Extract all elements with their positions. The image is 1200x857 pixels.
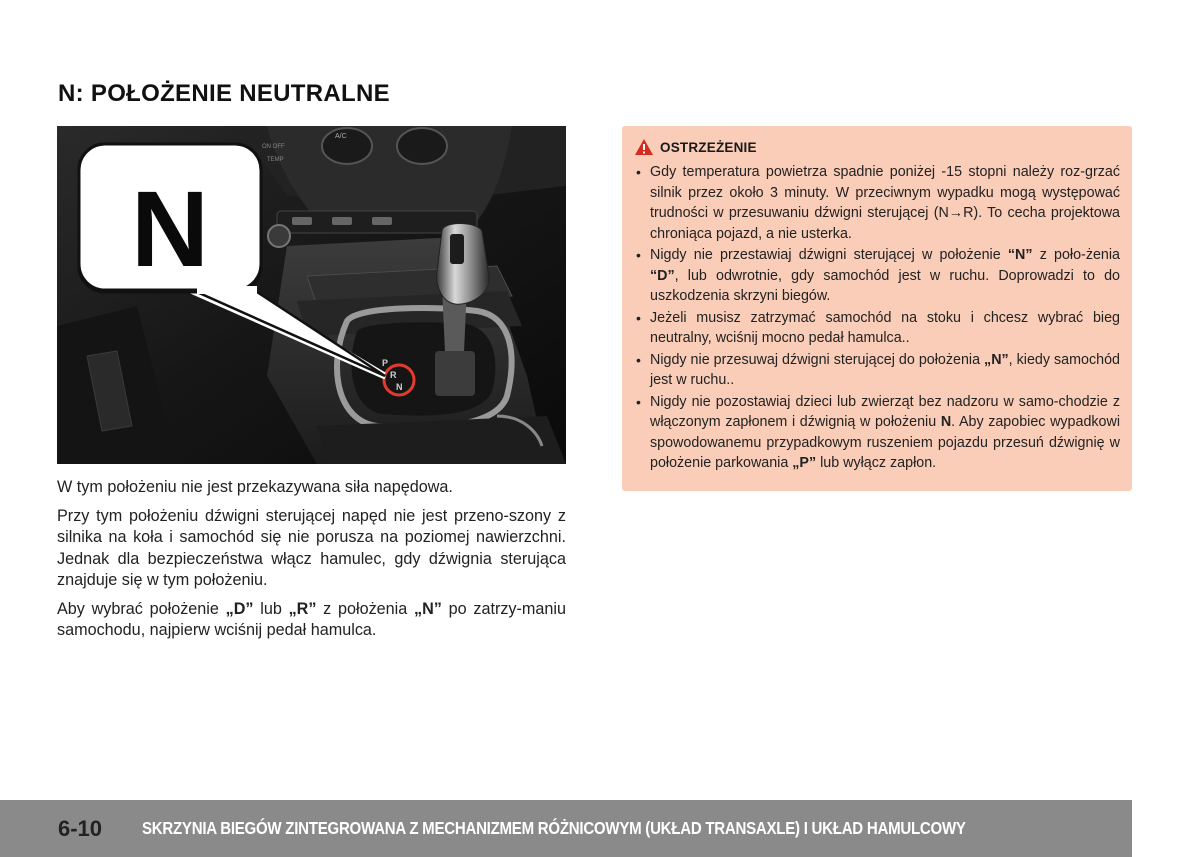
warning-header (634, 138, 1120, 156)
panel-label-ac: A/C (335, 133, 347, 140)
warning-box (622, 126, 1132, 491)
gear-shift-photo (57, 126, 566, 464)
gear-letter-r: R (390, 370, 397, 380)
warning-item-1: • Gdy temperatura powietrza spadnie poniżej -15 stopni należy roz-grzać silnik przez około 3 minuty. W przeciwnym wypadku mogą występować trudności w przesuwaniu dźwigni sterującej (N→R). To cecha projektowa chroniąca pojazd, a nie usterka. (634, 162, 1120, 244)
paragraph-2: Przy tym położeniu dźwigni sterującej napęd nie jest przeno-szony z silnika na koła i samochód się nie porusza na poziomej nawierzchni. Jednak dla bezpieczeństwa włącz hamulec, gdy dźwignia sterująca znajduje się w tym położeniu. (57, 506, 566, 589)
gear-letter-n: N (396, 382, 403, 392)
warning-triangle-icon (634, 138, 654, 156)
warning-item-2: • Nigdy nie przestawiaj dźwigni sterującej w położenie “N” z poło-żenia “D”, lub odwrotnie, gdy samochód jest w ruchu. Doprowadzi to do uszkodzenia skrzyni biegów. (634, 245, 1120, 307)
paragraph-1: W tym położeniu nie jest przekazywana siła napędowa. (57, 478, 453, 496)
warning-item-4: • Nigdy nie przesuwaj dźwigni sterującej do położenia „N”, kiedy samochód jest w ruchu.. (634, 350, 1120, 391)
gear-letter-p: P (382, 358, 389, 368)
callout-letter: N (131, 168, 209, 289)
warning-title: OSTRZEŻENIE (660, 139, 757, 155)
warning-list (634, 162, 1120, 474)
warning-item-5: • Nigdy nie pozostawiaj dzieci lub zwierząt bez nadzoru w samo-chodzie z włączonym zapłonem i dźwignią w położeniu N. Aby zapobiec wypadkowi spowodowanemu przypadkowym ruszeniem pojazdu przesuń dźwignię w położenie parkowania „P” lub wyłącz zapłon. (634, 392, 1120, 474)
paragraph-3: Aby wybrać położenie „D” lub „R” z położenia „N” po zatrzy-maniu samochodu, najpierw wciśnij pedał hamulca. (57, 599, 566, 639)
page-number: 6-10 (58, 815, 103, 841)
section-title: SKRZYNIA BIEGÓW ZINTEGROWANA Z MECHANIZMEM RÓŻNICOWYM (UKŁAD TRANSAXLE) I UKŁAD HAMULCOWY (142, 818, 966, 838)
panel-label-temp: TEMP (267, 157, 284, 163)
panel-label-onoff: ON OFF (262, 144, 285, 150)
page-footer (0, 800, 1132, 857)
body-text (57, 477, 566, 649)
warning-item-3: • Jeżeli musisz zatrzymać samochód na stoku i chcesz wybrać bieg neutralny, wciśnij mocno pedał hamulca.. (634, 308, 1120, 349)
page-title: N: POŁOŻENIE NEUTRALNE (58, 80, 390, 107)
